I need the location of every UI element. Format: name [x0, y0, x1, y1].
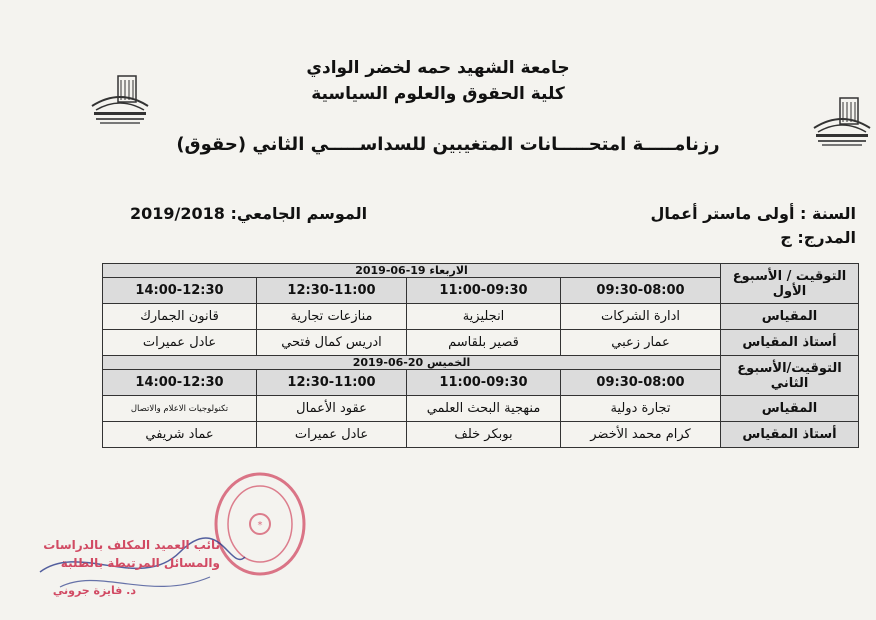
prof-label: أستاذ المقياس	[721, 330, 859, 356]
week1-times-label: التوقيت / الأسبوع الأول	[721, 264, 859, 304]
week2-times-label: التوقيت/الأسبوع الثاني	[721, 356, 859, 396]
prof-cell: عمار زعبي	[561, 330, 721, 356]
week1-profs-row	[103, 330, 859, 356]
hall-label: المدرج: ج	[780, 228, 856, 247]
week2-day-row	[103, 356, 859, 370]
time-slot: 11:00-09:30	[407, 370, 561, 396]
prof-label: أستاذ المقياس	[721, 422, 859, 448]
signatory-title-line1: نائب العميد المكلف بالدراسات	[43, 538, 220, 552]
week2-profs-row	[103, 422, 859, 448]
week2-subjects-row	[103, 396, 859, 422]
signatory-title-line2: والمسائل المرتبطة بالطلبة	[60, 556, 220, 570]
time-slot: 11:00-09:30	[407, 278, 561, 304]
subject-label: المقياس	[721, 304, 859, 330]
week2-day: الخميس 20-06-2019	[103, 356, 721, 370]
prof-cell: عماد شريفي	[103, 422, 257, 448]
subject-cell: تكنولوجيات الاعلام والاتصال	[103, 396, 257, 422]
signatory-name: د. فايزة جروني	[52, 584, 136, 597]
faculty-name: كلية الحقوق والعلوم السياسية	[311, 84, 565, 104]
subject-cell: انجليزية	[407, 304, 561, 330]
season-label: الموسم الجامعي: 2019/2018	[130, 204, 368, 223]
prof-cell: كرام محمد الأخضر	[561, 422, 721, 448]
time-slot: 09:30-08:00	[561, 278, 721, 304]
time-slot: 14:00-12:30	[103, 278, 257, 304]
prof-cell: عادل عميرات	[103, 330, 257, 356]
time-slot: 12:30-11:00	[257, 278, 407, 304]
subject-cell: منهجية البحث العلمي	[407, 396, 561, 422]
prof-cell: ادريس كمال فتحي	[257, 330, 407, 356]
year-label: السنة : أولى ماستر أعمال	[650, 204, 856, 223]
subject-cell: عقود الأعمال	[257, 396, 407, 422]
subject-label: المقياس	[721, 396, 859, 422]
subject-cell: ادارة الشركات	[561, 304, 721, 330]
week1-subjects-row	[103, 304, 859, 330]
prof-cell: قصير بلقاسم	[407, 330, 561, 356]
exam-schedule-table	[102, 263, 859, 448]
time-slot: 12:30-11:00	[257, 370, 407, 396]
prof-cell: عادل عميرات	[257, 422, 407, 448]
document-title: رزنامـــــة امتحـــــانات المتغيبين للسداســـــي الثاني (حقوق)	[176, 134, 720, 155]
week1-day: الاربعاء 19-06-2019	[103, 264, 721, 278]
subject-cell: قانون الجمارك	[103, 304, 257, 330]
week1-day-row	[103, 264, 859, 278]
subject-cell: منازعات تجارية	[257, 304, 407, 330]
time-slot: 09:30-08:00	[561, 370, 721, 396]
time-slot: 14:00-12:30	[103, 370, 257, 396]
prof-cell: بوبكر خلف	[407, 422, 561, 448]
svg-text:*: *	[257, 520, 263, 531]
university-name: جامعة الشهيد حمه لخضر الوادي	[306, 58, 570, 78]
subject-cell: تجارة دولية	[561, 396, 721, 422]
